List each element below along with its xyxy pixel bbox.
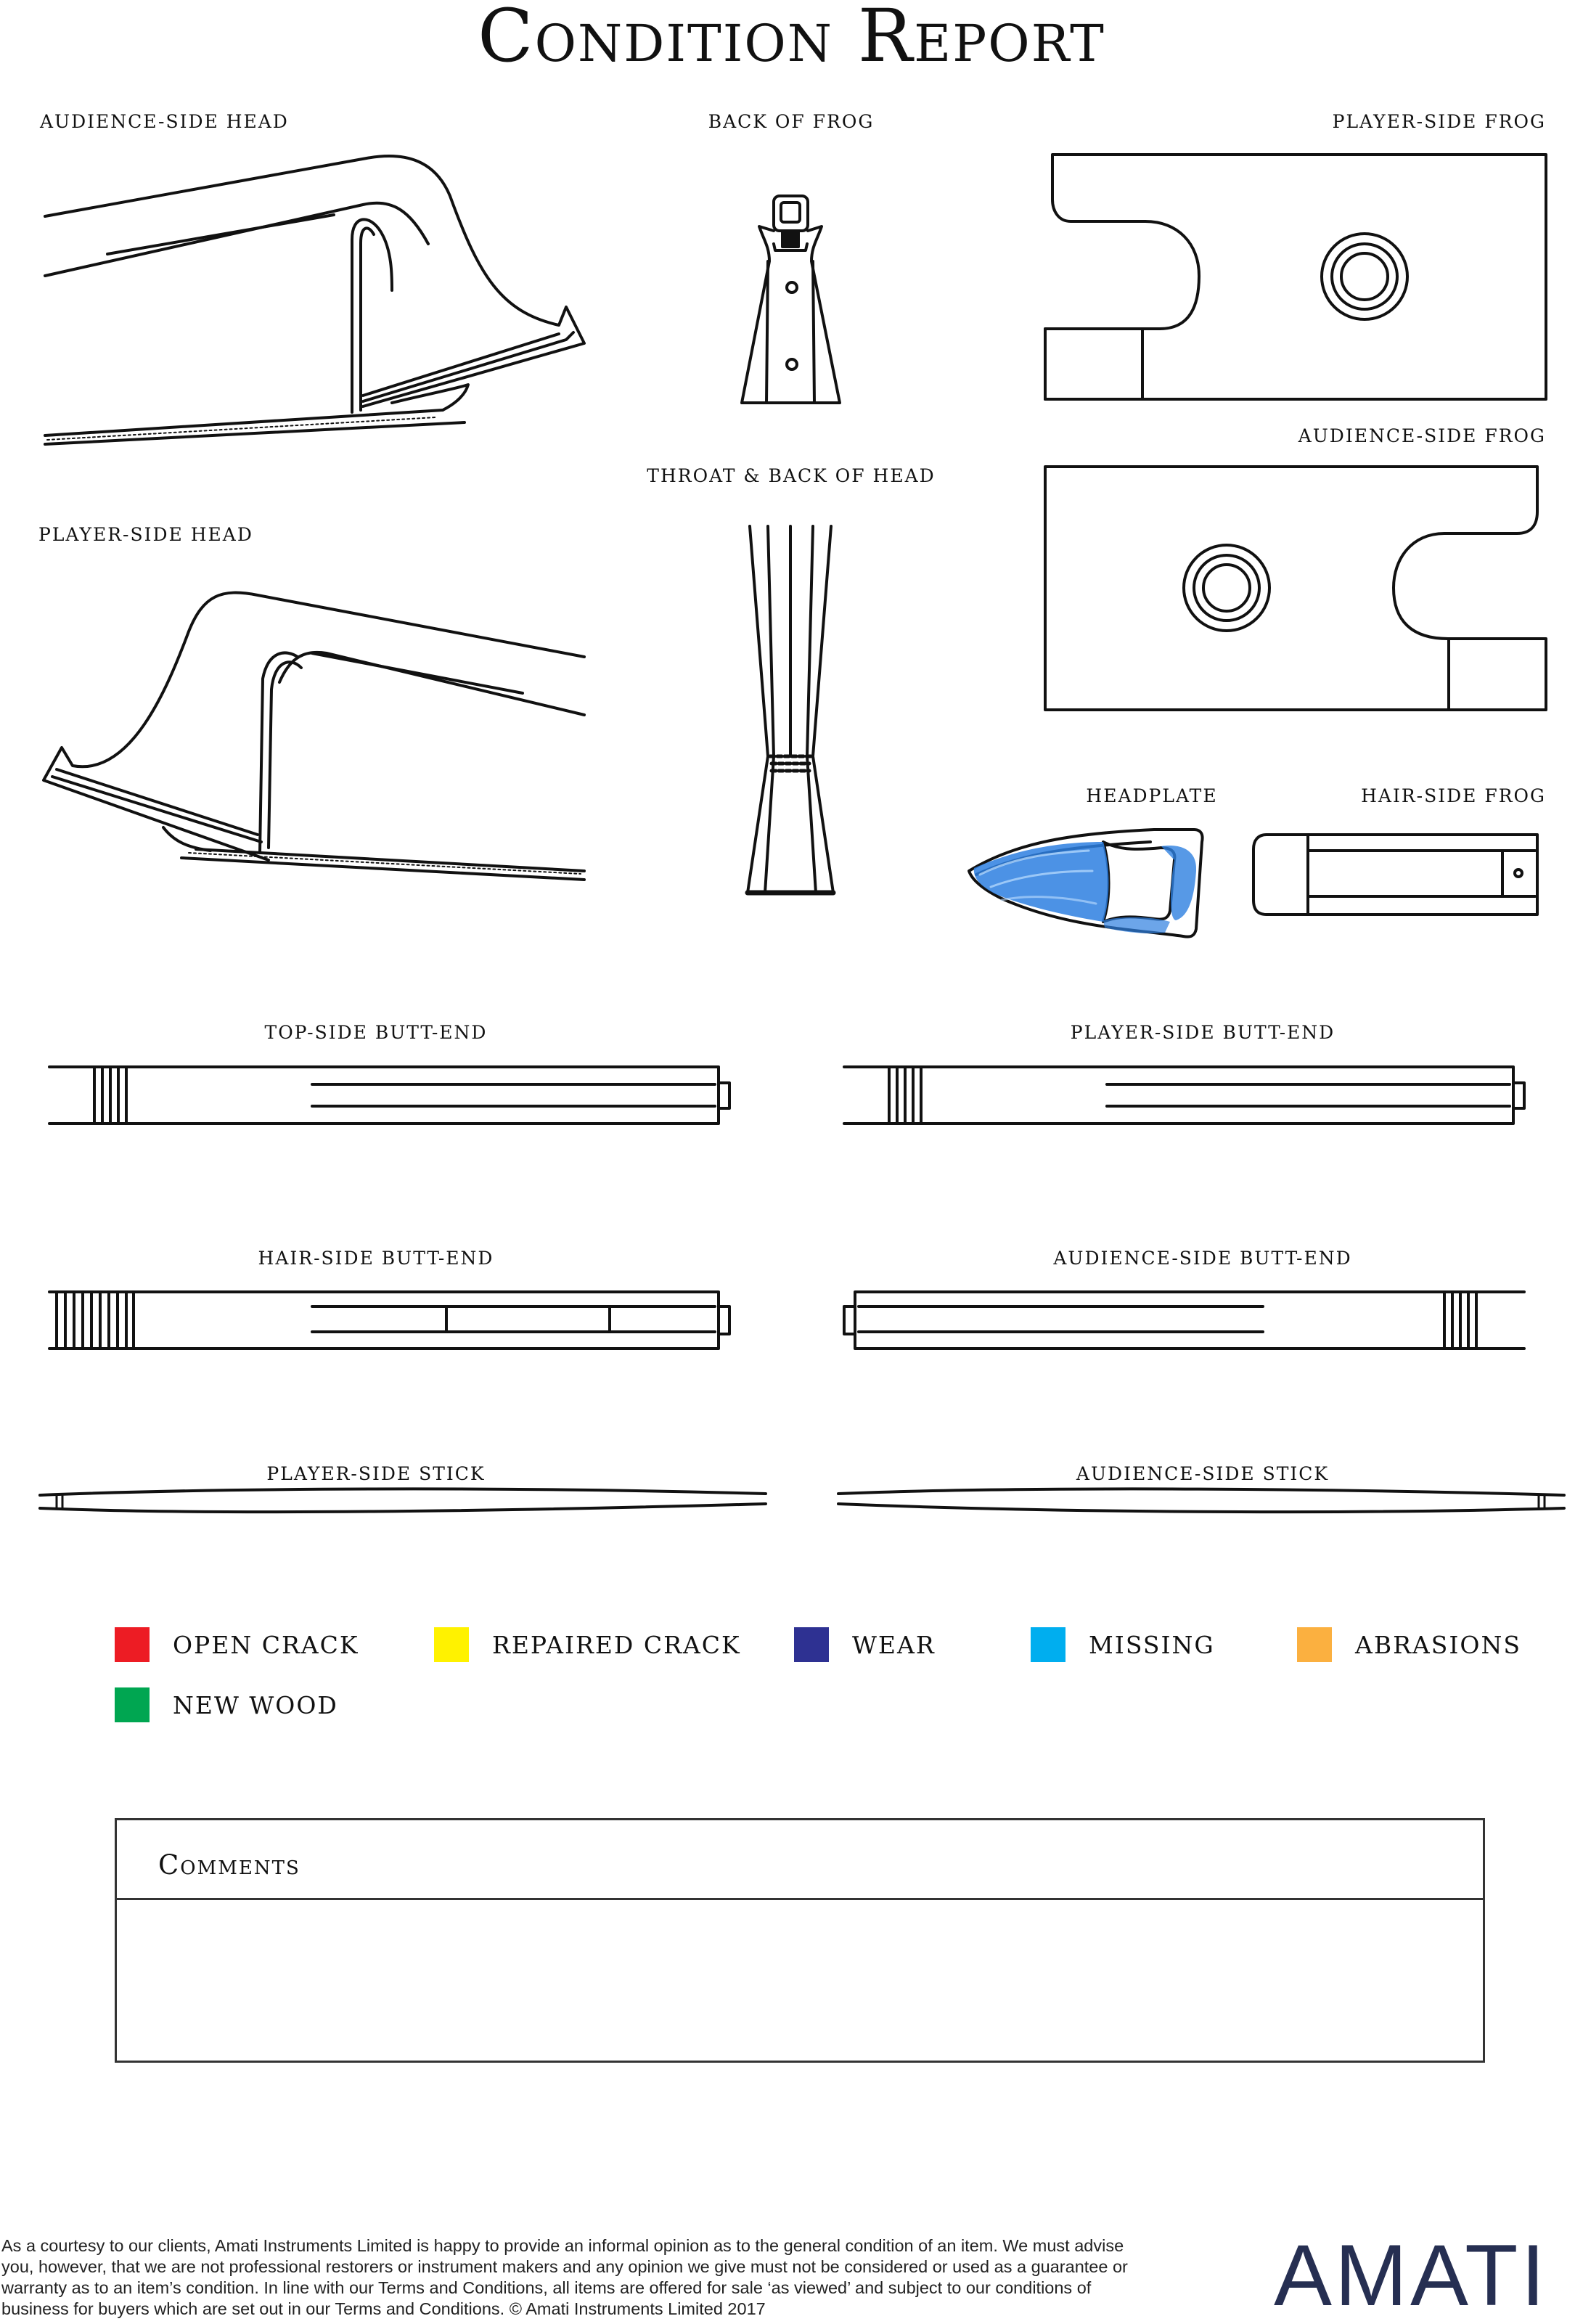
label-headplate: HEADPLATE (1086, 785, 1218, 806)
comments-header (117, 1820, 1483, 1900)
comments-title: Comments (158, 1849, 300, 1881)
player-side-frog-drawing (1045, 155, 1546, 399)
legend-item-abrasions (1297, 1626, 1521, 1664)
swatch-open-crack (115, 1627, 150, 1662)
comments-field[interactable] (117, 1900, 1483, 2063)
player-side-butt-end-drawing (844, 1067, 1524, 1124)
label-audience-side-stick: AUDIENCE-SIDE STICK (1076, 1463, 1330, 1484)
audience-side-frog-drawing (1045, 467, 1546, 710)
hair-side-frog-drawing (1253, 835, 1537, 915)
swatch-abrasions (1297, 1627, 1332, 1662)
hair-side-butt-end-drawing (49, 1292, 729, 1349)
label-player-side-frog: PLAYER-SIDE FROG (1332, 111, 1546, 132)
legend-label: OPEN CRACK (173, 1630, 359, 1659)
legend-item-new-wood (115, 1686, 338, 1724)
legend-item-open-crack (115, 1626, 359, 1664)
label-audience-side-butt-end: AUDIENCE-SIDE BUTT-END (1053, 1248, 1352, 1269)
label-audience-side-head: AUDIENCE-SIDE HEAD (40, 111, 289, 132)
label-throat-back-of-head: THROAT & BACK OF HEAD (647, 465, 936, 486)
legend-label: WEAR (852, 1630, 936, 1659)
disclaimer-text: As a courtesy to our clients, Amati Instruments Limited is happy to provide an informal opinion as to the general condition of an item. We must advise you, however, that we are not professional restorers or instrument makers and any opinion we give must not be considered or used as a guarantee or warranty as to an item’s condition. In line with our Terms and Conditions, all items are offered for sale ‘as viewed’ and subject to our conditions of business for buyers which are set out in our Terms and Conditions. © Amati Instruments Limited 2017 (1, 2236, 1128, 2318)
player-side-stick-drawing (40, 1489, 766, 1512)
legend-label: NEW WOOD (173, 1690, 338, 1719)
label-player-side-stick: PLAYER-SIDE STICK (266, 1463, 486, 1484)
label-audience-side-frog: AUDIENCE-SIDE FROG (1298, 425, 1546, 446)
label-top-side-butt-end: TOP-SIDE BUTT-END (264, 1022, 488, 1043)
legend-label: REPAIRED CRACK (492, 1630, 741, 1659)
label-hair-side-frog: HAIR-SIDE FROG (1361, 785, 1546, 806)
comments-box (115, 1818, 1485, 2063)
label-back-of-frog: BACK OF FROG (708, 111, 875, 132)
legend-item-missing (1031, 1626, 1215, 1664)
swatch-repaired-crack (434, 1627, 469, 1662)
swatch-new-wood (115, 1687, 150, 1722)
legend-label: MISSING (1089, 1630, 1215, 1659)
amati-logo: AMATI (1274, 2227, 1548, 2324)
legend-item-wear (794, 1626, 936, 1664)
label-hair-side-butt-end: HAIR-SIDE BUTT-END (258, 1248, 494, 1269)
top-side-butt-end-drawing (49, 1067, 729, 1124)
legend-item-repaired-crack (434, 1626, 741, 1664)
audience-side-butt-end-drawing (844, 1292, 1524, 1349)
back-of-frog-drawing (742, 196, 840, 403)
player-side-head-drawing (44, 593, 584, 880)
legend-label: ABRASIONS (1355, 1630, 1521, 1659)
audience-side-stick-drawing (838, 1489, 1564, 1512)
label-player-side-butt-end: PLAYER-SIDE BUTT-END (1070, 1022, 1335, 1043)
label-player-side-head: PLAYER-SIDE HEAD (38, 524, 253, 545)
swatch-missing (1031, 1627, 1065, 1662)
throat-back-of-head-drawing (748, 526, 833, 893)
audience-side-head-drawing (45, 156, 584, 444)
page-title: Condition Report (478, 0, 1105, 78)
swatch-wear (794, 1627, 829, 1662)
